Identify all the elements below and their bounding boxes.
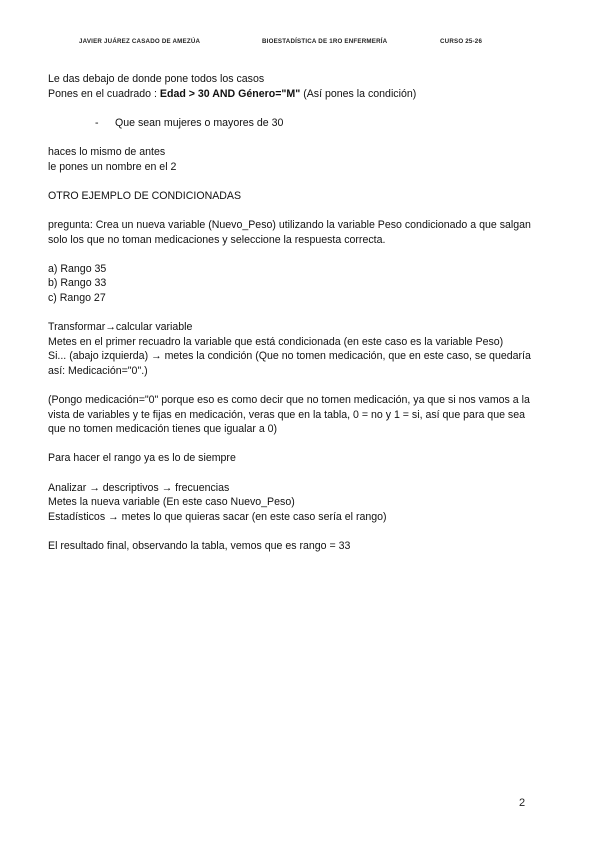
bullet-text: Que sean mujeres o mayores de 30 (115, 116, 284, 129)
header-author: JAVIER JUÁREZ CASADO DE AMEZÚA (79, 38, 201, 45)
text-segment: (Así pones la condición) (300, 87, 417, 100)
question-line: solo los que no toman medicaciones y seleccione la respuesta correcta. (48, 233, 386, 246)
text-line: Estadísticos → metes lo que quieras sacar (en este caso sería el rango) (48, 510, 387, 523)
question-line: pregunta: Crea un nueva variable (Nuevo_Peso) utilizando la variable Peso condicionado a que salgan (48, 218, 531, 231)
text-line: que no tomen medicación tienes que igualar a 0) (48, 423, 278, 436)
option-a: a) Rango 35 (48, 262, 107, 275)
header-course: BIOESTADÍSTICA DE 1RO ENFERMERÍA (262, 38, 388, 45)
bullet-dash: - (95, 116, 99, 129)
text-line: (Pongo medicación="0" porque eso es como decir que no tomen medicación, ya que si nos vamos a la (48, 394, 530, 407)
condition-formula: Edad > 30 AND Género="M" (159, 87, 301, 100)
text-line: así: Medicación="0".) (48, 364, 148, 377)
text-line: Le das debajo de donde pone todos los casos (48, 73, 265, 85)
text-line: vista de variables y te fijas en medicación, veras que en la tabla, 0 = no y 1 = si, así que para que sea (48, 408, 526, 421)
text-line: Metes en el primer recuadro la variable que está condicionada (en este caso es la variable Peso) (48, 335, 504, 348)
text-line: Si... (abajo izquierda) → metes la condición (Que no tomen medicación, que en este caso, se quedaría (48, 350, 531, 363)
condition-line (48, 87, 568, 102)
text-line: Transformar→calcular variable (48, 321, 193, 334)
section-heading: OTRO EJEMPLO DE CONDICIONADAS (48, 189, 242, 202)
text-line: Para hacer el rango ya es lo de siempre (48, 452, 236, 465)
result-line: El resultado final, observando la tabla, vemos que es rango = 33 (48, 540, 351, 552)
text-line: le pones un nombre en el 2 (48, 160, 177, 173)
option-b: b) Rango 33 (48, 277, 107, 290)
text-segment: Pones en el cuadrado : (48, 87, 160, 100)
text-line: haces lo mismo de antes (48, 145, 166, 158)
bullet-item (48, 116, 568, 131)
option-c: c) Rango 27 (48, 291, 106, 304)
document-body (48, 72, 568, 554)
header-year: CURSO 25-26 (440, 38, 483, 45)
page-number: 2 (519, 797, 526, 809)
text-line: Analizar → descriptivos → frecuencias (48, 481, 230, 494)
text-line: Metes la nueva variable (En este caso Nuevo_Peso) (48, 496, 295, 509)
